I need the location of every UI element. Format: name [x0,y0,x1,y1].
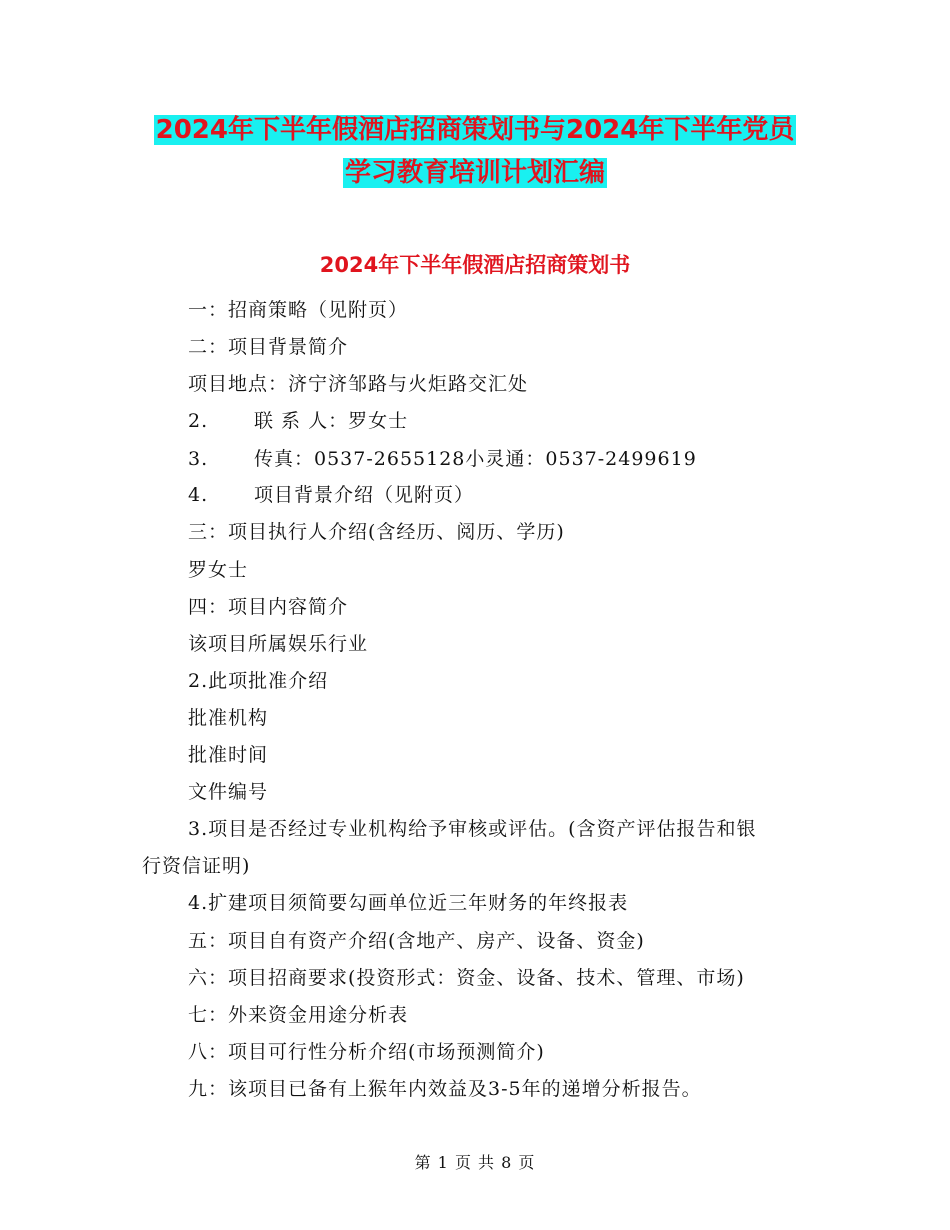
body-line-20: 七：外来资金用途分析表 [188,1004,409,1026]
body-line-22: 九：该项目已备有上猴年内效益及3-5年的递增分析报告。 [188,1078,702,1100]
body-line-10: 该项目所属娱乐行业 [188,633,369,655]
body-line-1: 一：招商策略（见附页） [188,299,409,321]
body-line-9: 四：项目内容简介 [188,596,349,618]
body-line-3: 项目地点：济宁济邹路与火炬路交汇处 [188,373,529,395]
line-text: 项目背景介绍（见附页） [254,484,475,506]
document-title-line-2 [0,156,950,190]
body-line-14: 文件编号 [188,781,269,803]
body-line-11: 2.此项批准介绍 [188,670,329,692]
section-title: 2024年下半年假酒店招商策划书 [319,253,631,277]
body-line-18: 五：项目自有资产介绍(含地产、房产、设备、资金) [188,930,645,952]
document-title-line-1 [0,113,950,147]
body-line-21: 八：项目可行性分析介绍(市场预测简介) [188,1041,545,1063]
page-footer: 第 1 页 共 8 页 [414,1153,536,1172]
line-text: 传真：0537-2655128小灵通：0537-2499619 [254,448,697,470]
body-line-16: 行资信证明) [142,855,251,877]
line-number: 4. [188,484,209,506]
body-line-17: 4.扩建项目须简要勾画单位近三年财务的年终报表 [188,892,629,914]
body-line-2: 二：项目背景简介 [188,336,349,358]
body-line-15: 3.项目是否经过专业机构给予审核或评估。(含资产评估报告和银 [188,818,757,840]
body-line-8: 罗女士 [188,559,249,581]
line-text: 联 系 人：罗女士 [254,410,409,432]
title-text-1: 2024年下半年假酒店招商策划书与2024年下半年党员 [155,115,795,145]
numbered-line-contact [188,408,408,434]
line-number: 2. [188,410,209,432]
numbered-line-fax [188,446,697,472]
body-line-19: 六：项目招商要求(投资形式：资金、设备、技术、管理、市场) [188,967,745,989]
body-line-12: 批准机构 [188,707,269,729]
body-line-13: 批准时间 [188,744,269,766]
body-line-7: 三：项目执行人介绍(含经历、阅历、学历) [188,521,565,543]
line-number: 3. [188,448,209,470]
numbered-line-background [188,482,474,508]
title-text-2: 学习教育培训计划汇编 [344,158,605,188]
